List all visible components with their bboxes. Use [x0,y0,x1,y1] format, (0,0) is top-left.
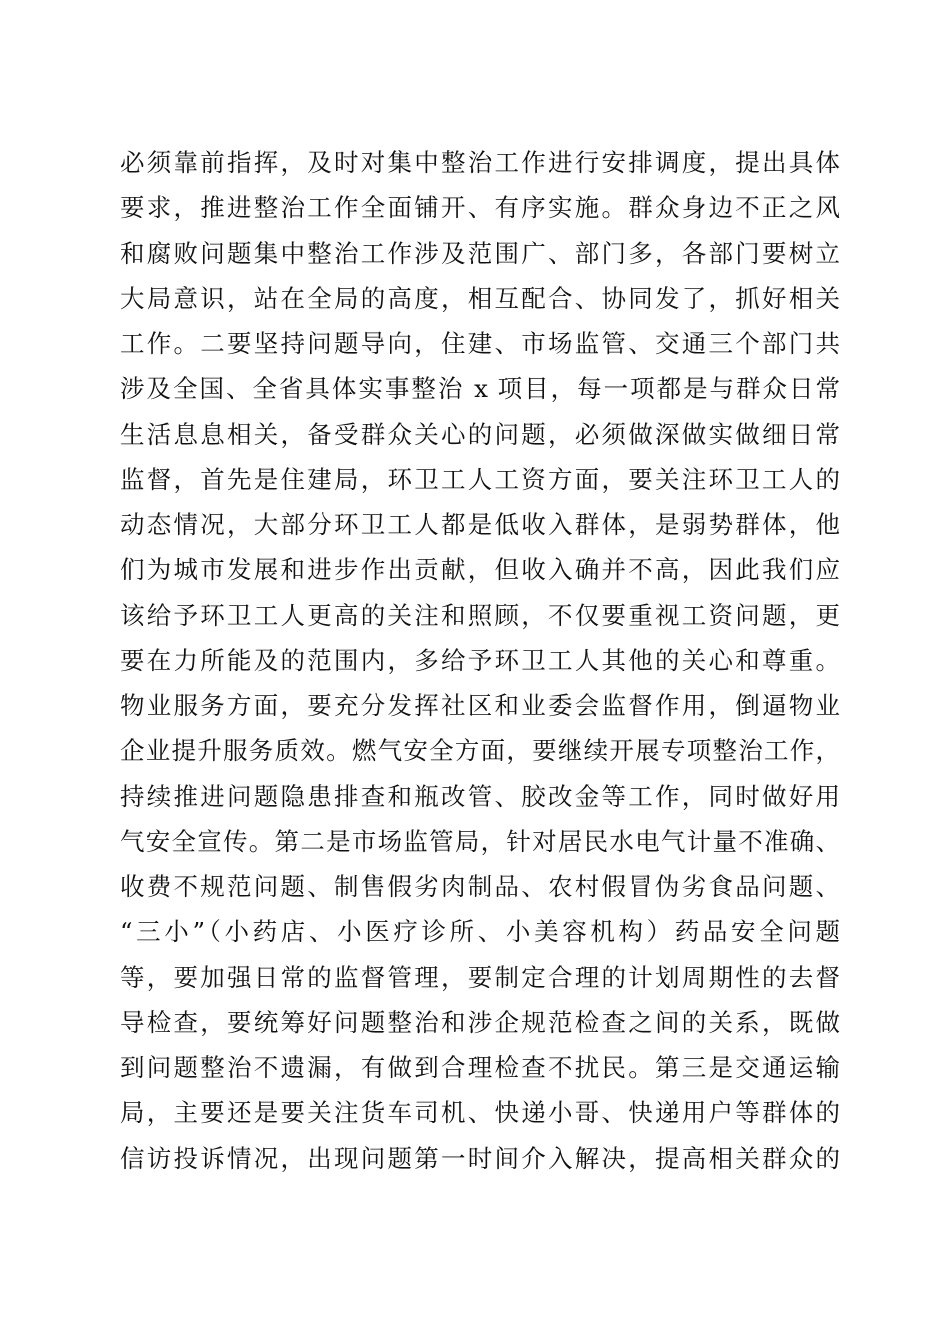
text-line: 必须靠前指挥，及时对集中整治工作进行安排调度，提出具体 [120,148,840,177]
text-line: 导检查，要统筹好问题整治和涉企规范检查之间的关系，既做 [120,1007,840,1037]
text-line: 工作。二要坚持问题导向，住建、市场监管、交通三个部门共 [120,329,840,358]
text-line: 动态情况，大部分环卫工人都是低收入群体，是弱势群体，他 [120,510,840,539]
text-line: 们为城市发展和进步作出贡献，但收入确并不高，因此我们应 [120,555,840,585]
text-line: 到问题整治不遗漏，有做到合理检查不扰民。第三是交通运输 [120,1053,840,1082]
body-text [120,140,840,1181]
text-line: 该给予环卫工人更高的关注和照顾，不仅要重视工资问题，更 [120,600,840,630]
text-line: 生活息息相关，备受群众关心的问题，必须做深做实做细日常 [120,419,840,449]
text-line: 企业提升服务质效。燃气安全方面，要继续开展专项整治工作， [120,736,840,766]
text-line: 物业服务方面，要充分发挥社区和业委会监督作用，倒逼物业 [120,691,840,720]
text-line: 监督，首先是住建局，环卫工人工资方面，要关注环卫工人的 [120,464,840,494]
text-line: “三小”（小药店、小医疗诊所、小美容机构）药品安全问题 [120,917,840,947]
text-line: 气安全宣传。第二是市场监管局，针对居民水电气计量不准确、 [120,826,840,856]
text-line: 大局意识，站在全局的高度，相互配合、协同发了，抓好相关 [120,283,840,313]
text-line: 涉及全国、全省具体实事整治 x 项目，每一项都是与群众日常 [120,374,840,404]
text-line: 和腐败问题集中整治工作涉及范围广、部门多，各部门要树立 [120,238,840,268]
text-line: 持续推进问题隐患排查和瓶改管、胶改金等工作，同时做好用 [120,781,840,811]
text-line: 要求，推进整治工作全面铺开、有序实施。群众身边不正之风 [120,193,840,223]
text-line: 局，主要还是要关注货车司机、快递小哥、快递用户等群体的 [120,1098,840,1128]
text-line: 收费不规范问题、制售假劣肉制品、农村假冒伪劣食品问题、 [120,872,840,901]
text-line: 信访投诉情况，出现问题第一时间介入解决，提高相关群众的 [120,1143,840,1173]
text-line: 要在力所能及的范围内，多给予环卫工人其他的关心和尊重。 [120,645,840,675]
text-line: 等，要加强日常的监督管理，要制定合理的计划周期性的去督 [120,962,840,992]
